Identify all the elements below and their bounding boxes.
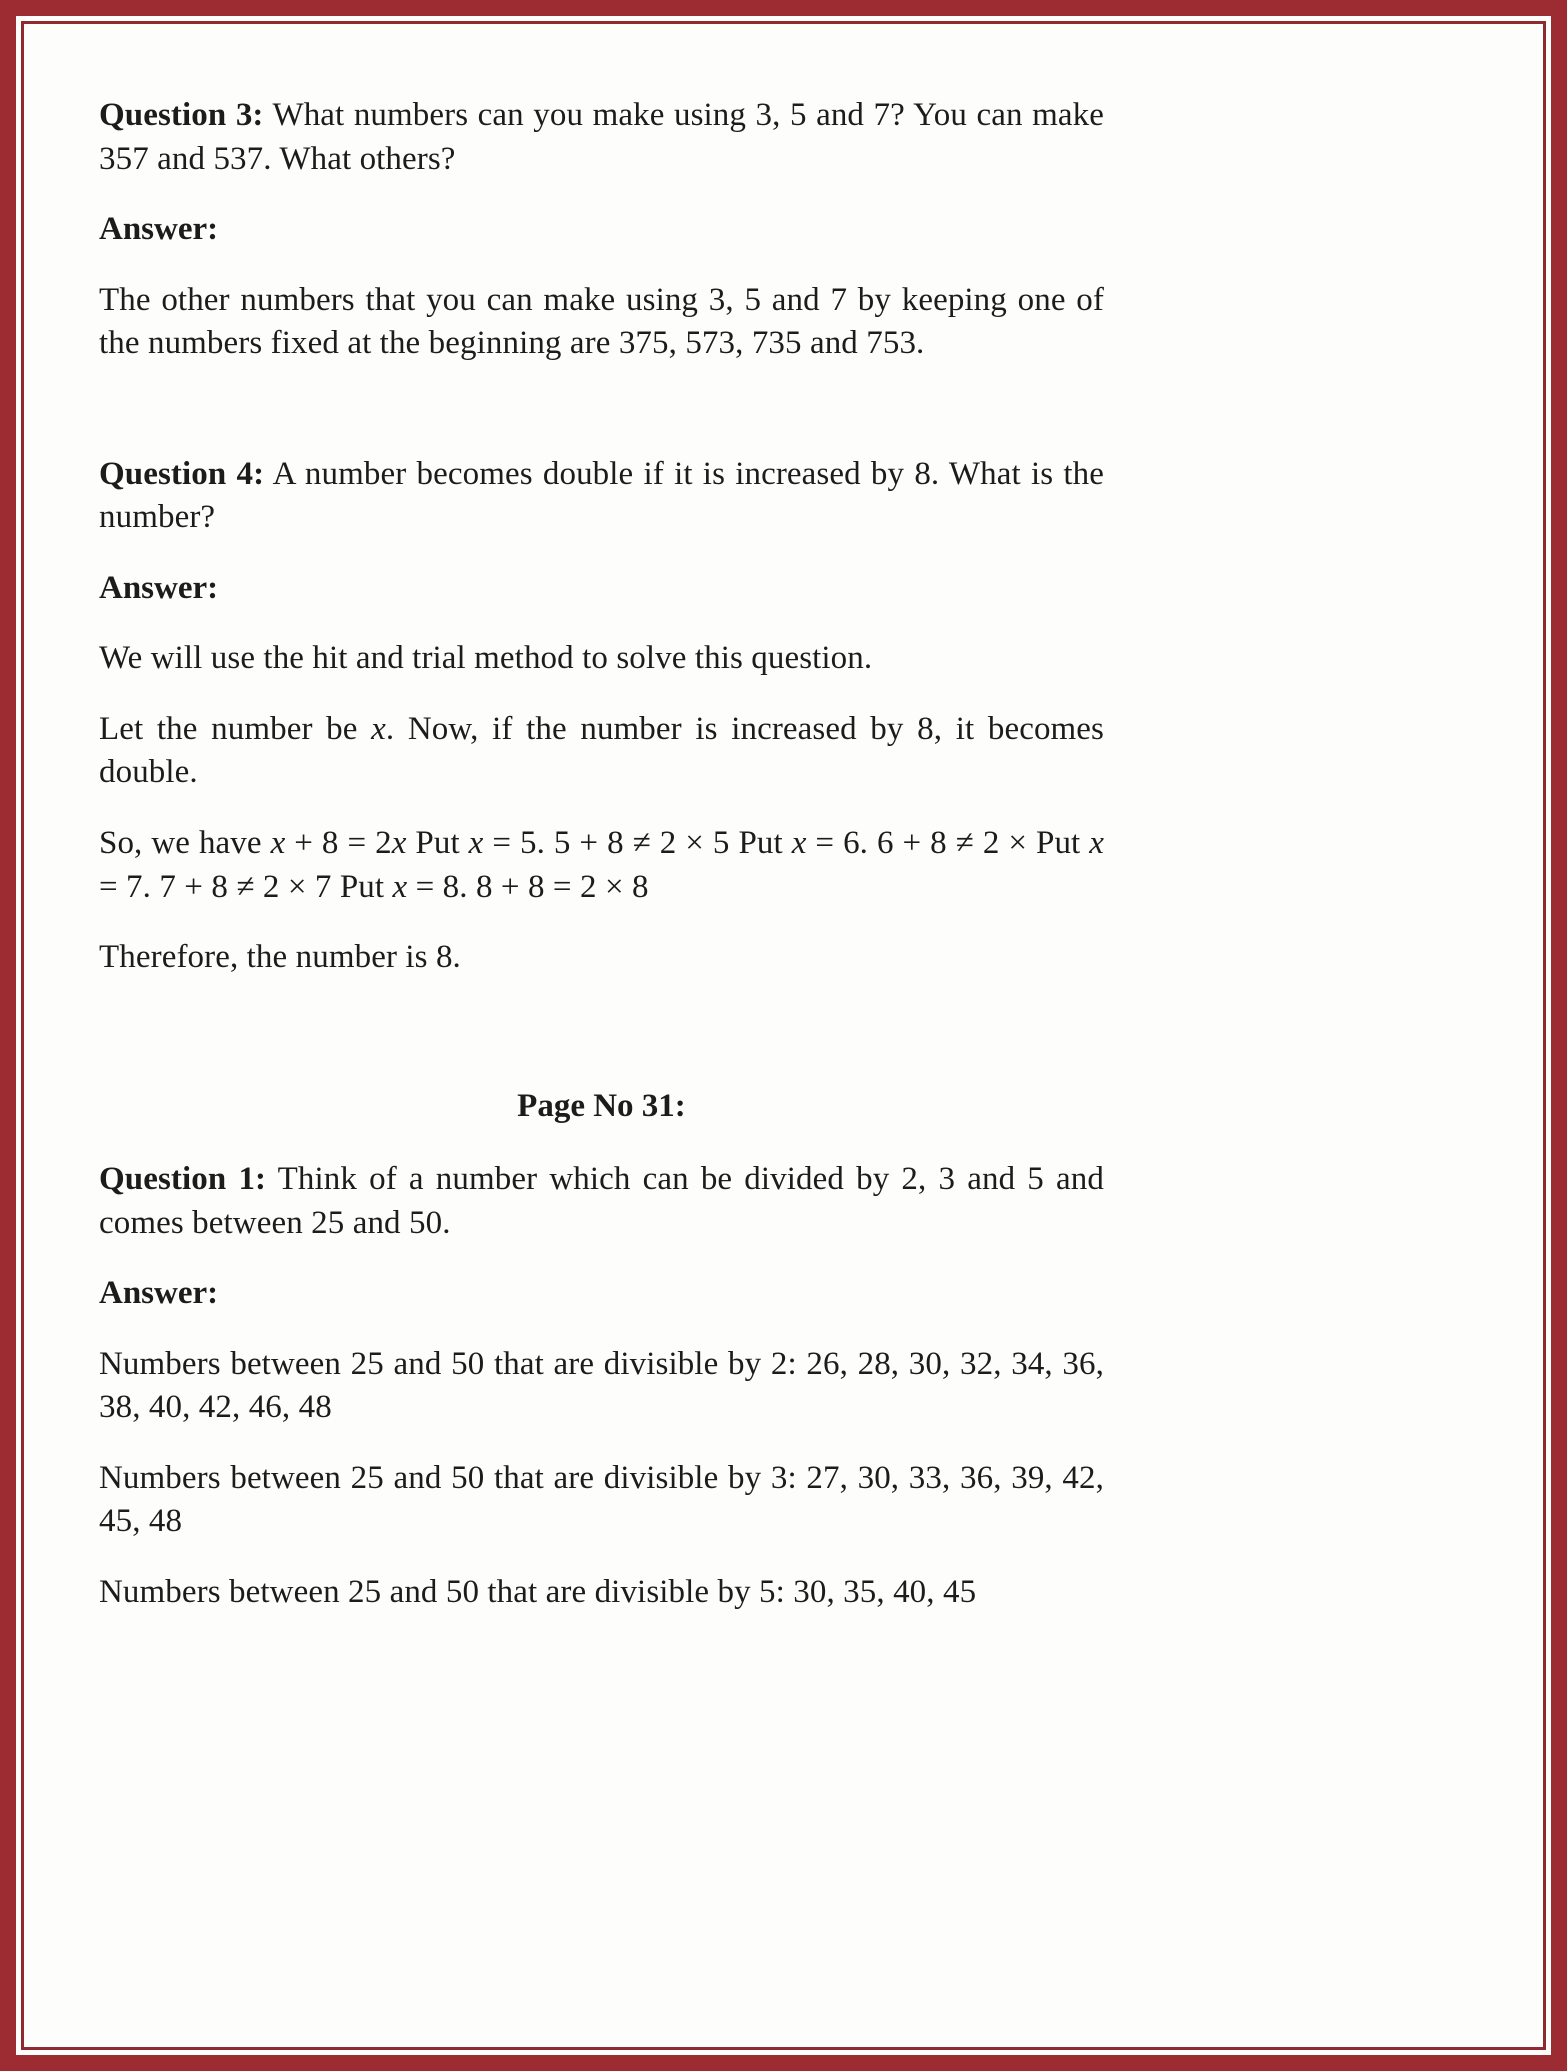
question-4-block (99, 453, 1104, 540)
divisible-by-2-line: Numbers between 25 and 50 that are divisible by 2: 26, 28, 30, 32, 34, 36, 38, 40, 42, 46, 48 (99, 1345, 1104, 1426)
page31-question-1-text: Think of a number which can be divided by 2, 3 and 5 and comes between 25 and 50. (99, 1161, 1104, 1241)
page31-question-1-label: Question 1: (99, 1161, 267, 1198)
page31-question-1-answer-label: Answer: (99, 1275, 219, 1312)
question-3-label: Question 3: (99, 97, 264, 133)
let-number-prefix: Let the number be (99, 710, 372, 747)
page31-question-1-block (99, 1158, 1104, 1245)
section-spacer-1 (99, 393, 1104, 453)
question-4-answer-line-1: We will use the hit and trial method to solve this question. (99, 640, 873, 677)
math-variable-x: x (1089, 825, 1105, 862)
math-segment-2: + 8 = 2 (285, 825, 392, 862)
math-variable-x: x (392, 868, 408, 905)
divisible-by-5-line: Numbers between 25 and 50 that are divisible by 5: 30, 35, 40, 45 (99, 1574, 977, 1611)
math-segment-5: = 6. 6 + 8 ≠ 2 × Put (806, 825, 1090, 862)
math-segment-7: = 8. 8 + 8 = 2 × 8 (407, 868, 649, 905)
math-variable-x: x (270, 825, 286, 862)
math-segment-1: So, we have (99, 825, 271, 862)
math-segment-3: Put (406, 825, 469, 862)
question-4-answer-line-2 (99, 708, 1104, 795)
math-variable-x: x (791, 825, 807, 862)
question-3-answer-text: The other numbers that you can make using 3, 5 and 7 by keeping one of the numbers fixed at the beginning are 375, 573, 735 and 753. (99, 281, 1104, 362)
question-4-answer-label: Answer: (99, 569, 219, 606)
question-4-label: Question 4: (99, 455, 265, 492)
divisible-by-3-line: Numbers between 25 and 50 that are divisible by 3: 27, 30, 33, 36, 39, 42, 45, 48 (99, 1459, 1104, 1540)
math-segment-6: = 7. 7 + 8 ≠ 2 × 7 Put (99, 868, 393, 905)
page-no-heading: Page No 31: (517, 1087, 686, 1124)
math-variable-x: x (391, 825, 407, 862)
let-number-suffix: . Now, if the number is increased by 8, it becomes double. (99, 710, 1104, 791)
question-3-answer-label: Answer: (99, 211, 219, 248)
math-variable-x: x (468, 825, 484, 862)
document-page (24, 24, 1543, 2047)
question-3-text: What numbers can you make using 3, 5 and 7? You can make 357 and 537. What others? (99, 97, 1104, 177)
question-3-block (99, 94, 1104, 181)
document-content (99, 94, 1104, 1642)
page-border-inner-rule (21, 21, 1546, 2050)
math-segment-4: = 5. 5 + 8 ≠ 2 × 5 Put (483, 825, 792, 862)
section-spacer-2 (99, 1007, 1104, 1085)
question-4-text: A number becomes double if it is increased by 8. What is the number? (99, 455, 1104, 536)
math-variable-x: x (371, 710, 386, 747)
question-4-math-line (99, 822, 1104, 909)
question-4-conclusion: Therefore, the number is 8. (99, 939, 461, 976)
page-border-gap (16, 16, 1551, 2055)
